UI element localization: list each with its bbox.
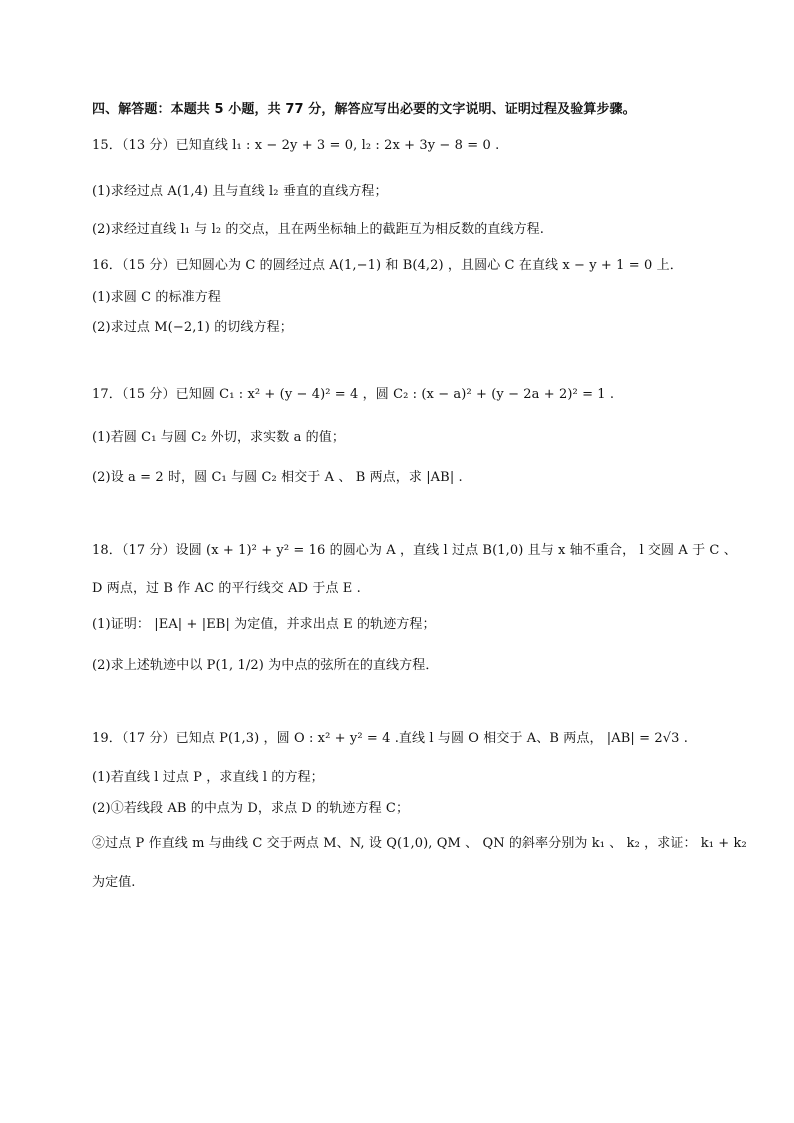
problem-19-part-1: (1)若直线 l 过点 P ，求直线 l 的方程； [92, 770, 324, 785]
problem-17-stem: 17．（15 分）已知圆 C₁ : x² + (y − 4)² = 4 ，圆 C₂ : (x − a)² + (y − 2a + 2)² = 1 . [92, 387, 615, 402]
problem-16-part-1: (1)求圆 C 的标准方程 [92, 290, 221, 305]
problem-15-part-2: (2)求经过直线 l₁ 与 l₂ 的交点，且在两坐标轴上的截距互为相反数的直线方程. [92, 222, 545, 237]
problem-19-part-2b-line-1: ②过点 P 作直线 m 与曲线 C 交于两点 M、N, 设 Q(1,0), QM 、 QN 的斜率分别为 k₁ 、 k₂ ，求证： k₁ + k₂ [92, 836, 747, 851]
problem-16-stem: 16．（15 分）已知圆心为 C 的圆经过点 A(1,−1) 和 B(4,2) ，且圆心 C 在直线 x − y + 1 = 0 上． [92, 258, 683, 273]
problem-18-part-2: (2)求上述轨迹中以 P(1, 1/2) 为中点的弦所在的直线方程． [92, 658, 439, 673]
section-title: 四、解答题：本题共 5 小题，共 77 分，解答应写出必要的文字说明、证明过程及验算步骤。 [92, 102, 636, 117]
problem-16-part-2: (2)求过点 M(−2,1) 的切线方程； [92, 320, 293, 335]
problem-17-part-2: (2)设 a = 2 时，圆 C₁ 与圆 C₂ 相交于 A 、 B 两点，求 |AB| . [92, 470, 463, 485]
problem-15-stem: 15．（13 分）已知直线 l₁ : x − 2y + 3 = 0, l₂ : 2x + 3y − 8 = 0 . [92, 138, 500, 153]
problem-19-part-2: (2)①若线段 AB 的中点为 D，求点 D 的轨迹方程 C； [92, 801, 410, 816]
problem-18-part-1: (1)证明： |EA| + |EB| 为定值，并求出点 E 的轨迹方程； [92, 617, 436, 632]
problem-18-stem-line-1: 18．（17 分）设圆 (x + 1)² + y² = 16 的圆心为 A ，直线 l 过点 B(1,0) 且与 x 轴不重合， l 交圆 A 于 C 、 [92, 543, 737, 558]
problem-15-part-1: (1)求经过点 A(1,4) 且与直线 l₂ 垂直的直线方程； [92, 184, 388, 199]
problem-17-part-1: (1)若圆 C₁ 与圆 C₂ 外切，求实数 a 的值； [92, 430, 345, 445]
problem-19-part-2b-line-2: 为定值. [92, 875, 136, 890]
problem-18-stem-line-2: D 两点，过 B 作 AC 的平行线交 AD 于点 E . [92, 581, 361, 596]
problem-19-stem: 19．（17 分）已知点 P(1,3) ，圆 O : x² + y² = 4 .直线 l 与圆 O 相交于 A、B 两点， |AB| = 2√3 . [92, 731, 688, 746]
